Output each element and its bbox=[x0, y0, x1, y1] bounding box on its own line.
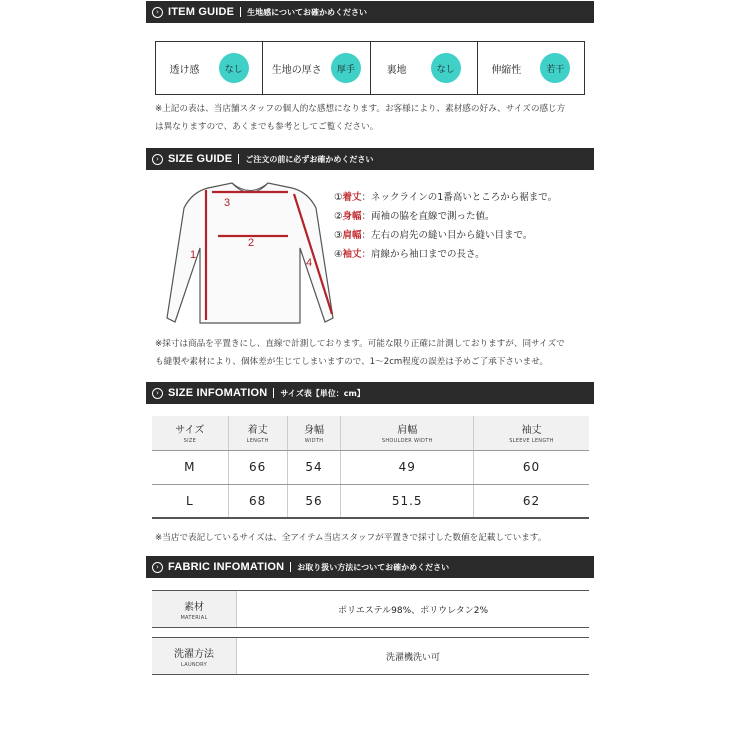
col-shoulder bbox=[341, 416, 473, 450]
legend-item bbox=[334, 188, 557, 207]
guide-value-chip: 若干 bbox=[540, 53, 570, 83]
legend-desc: ：両袖の脇を直線で測った値。 bbox=[361, 211, 495, 222]
item-guide-title: ITEM GUIDE bbox=[168, 6, 235, 18]
guide-cell-thickness bbox=[263, 42, 370, 94]
guide-value-chip: なし bbox=[431, 53, 461, 83]
legend-desc: ：左右の肩先の縫い目から縫い目まで。 bbox=[361, 230, 533, 241]
legend-item bbox=[334, 226, 557, 245]
cell-width: 54 bbox=[287, 450, 341, 484]
legend-num: ② bbox=[334, 211, 343, 222]
marker-length: 1 bbox=[190, 249, 197, 261]
header-en: WIDTH bbox=[304, 438, 324, 445]
cell-size: L bbox=[152, 484, 228, 518]
chevron-right-circle-icon: › bbox=[152, 154, 163, 165]
marker-shoulder: 3 bbox=[224, 197, 231, 209]
item-guide-table bbox=[155, 41, 585, 95]
table-header-row bbox=[152, 416, 589, 450]
guide-label: 生地の厚さ bbox=[271, 64, 322, 76]
size-guide-header bbox=[146, 148, 594, 170]
col-sleeve bbox=[473, 416, 589, 450]
header-en: LENGTH bbox=[246, 438, 269, 445]
header-jp: 肩幅 bbox=[397, 425, 418, 437]
legend-num: ④ bbox=[334, 249, 343, 260]
item-guide-header bbox=[146, 1, 594, 23]
guide-cell-sheerness bbox=[156, 42, 263, 94]
note-line: も縫製や素材により、個体差が生じてしまいますので、1〜2cm程度の誤差は予めご了承下さいませ。 bbox=[155, 357, 549, 367]
cell-length: 68 bbox=[228, 484, 287, 518]
size-table bbox=[152, 416, 589, 519]
legend-key: 着丈 bbox=[342, 192, 362, 203]
cell-shoulder: 51.5 bbox=[341, 484, 473, 518]
guide-label: 裏地 bbox=[386, 64, 407, 76]
header-jp: サイズ bbox=[175, 425, 205, 437]
legend-key: 袖丈 bbox=[342, 249, 362, 260]
table-row bbox=[152, 450, 589, 484]
fabric-header-jp: 素材 bbox=[184, 601, 204, 613]
fabric-header bbox=[152, 638, 237, 674]
fabric-header-en: LAUNDRY bbox=[181, 661, 207, 668]
guide-value-chip: 厚手 bbox=[331, 53, 361, 83]
size-info-header bbox=[146, 382, 594, 404]
fabric-row-laundry bbox=[152, 637, 589, 675]
divider bbox=[290, 562, 291, 572]
legend-item bbox=[334, 207, 557, 226]
fabric-row-material bbox=[152, 590, 589, 628]
header-en: SIZE bbox=[183, 438, 197, 445]
size-legend bbox=[334, 188, 557, 264]
header-en: SHOULDER WIDTH bbox=[381, 438, 433, 445]
cell-shoulder: 49 bbox=[341, 450, 473, 484]
legend-num: ① bbox=[334, 192, 343, 203]
cell-width: 56 bbox=[287, 484, 341, 518]
guide-label: 伸縮性 bbox=[491, 64, 522, 76]
note-line: は異なりますので、あくまでも参考としてご覧ください。 bbox=[155, 122, 379, 132]
fabric-header bbox=[152, 591, 237, 627]
header-jp: 身幅 bbox=[304, 425, 325, 437]
item-guide-subtitle: 生地感についてお確かめください bbox=[247, 7, 368, 17]
legend-key: 身幅 bbox=[342, 211, 362, 222]
item-guide-note bbox=[155, 100, 595, 136]
legend-num: ③ bbox=[334, 230, 343, 241]
divider bbox=[238, 154, 239, 164]
marker-width: 2 bbox=[248, 237, 255, 249]
size-guide-title: SIZE GUIDE bbox=[168, 153, 233, 165]
header-en: SLEEVE LENGTH bbox=[509, 438, 554, 445]
col-size bbox=[152, 416, 228, 450]
guide-label: 透け感 bbox=[169, 64, 200, 76]
fabric-header-jp: 洗濯方法 bbox=[174, 648, 214, 660]
chevron-right-circle-icon: › bbox=[152, 388, 163, 399]
header-jp: 着丈 bbox=[247, 425, 268, 437]
shirt-diagram bbox=[160, 178, 340, 328]
table-row bbox=[152, 484, 589, 518]
header-jp: 袖丈 bbox=[521, 425, 542, 437]
fabric-value: 洗濯機洗い可 bbox=[385, 652, 440, 663]
fabric-header-en: MATERIAL bbox=[180, 614, 208, 621]
chevron-right-circle-icon: › bbox=[152, 7, 163, 18]
col-width bbox=[287, 416, 341, 450]
fabric-value: ポリエステル98%、ポリウレタン2% bbox=[337, 605, 489, 616]
guide-cell-lining bbox=[371, 42, 478, 94]
guide-value-chip: なし bbox=[219, 53, 249, 83]
fabric-info-header bbox=[146, 556, 594, 578]
size-info-note: ※当店で表記しているサイズは、全アイテム当店スタッフが平置きで採寸した数値を記載しています。 bbox=[155, 533, 547, 543]
fabric-info-subtitle: お取り扱い方法についてお確かめください bbox=[297, 562, 450, 572]
chevron-right-circle-icon: › bbox=[152, 562, 163, 573]
legend-key: 肩幅 bbox=[342, 230, 362, 241]
legend-desc: ：肩線から袖口までの長さ。 bbox=[361, 249, 485, 260]
size-guide-subtitle: ご注文の前に必ずお確かめください bbox=[245, 154, 374, 164]
size-info-subtitle: サイズ表【単位：cm】 bbox=[280, 388, 365, 398]
divider bbox=[273, 388, 274, 398]
cell-sleeve: 62 bbox=[473, 484, 589, 518]
cell-size: M bbox=[152, 450, 228, 484]
marker-sleeve: 4 bbox=[306, 257, 313, 269]
cell-length: 66 bbox=[228, 450, 287, 484]
legend-item bbox=[334, 245, 557, 264]
size-info-title: SIZE INFOMATION bbox=[168, 387, 268, 399]
note-line: ※採寸は商品を平置きにし、直線で計測しております。可能な限り正確に計測しておりますが、同サイズで bbox=[155, 339, 565, 349]
guide-cell-stretch bbox=[478, 42, 584, 94]
col-length bbox=[228, 416, 287, 450]
size-guide-note bbox=[155, 335, 595, 371]
note-line: ※上記の表は、当店舗スタッフの個人的な感想になります。お客様により、素材感の好み、サイズの感じ方 bbox=[155, 104, 566, 114]
divider bbox=[240, 7, 241, 17]
cell-sleeve: 60 bbox=[473, 450, 589, 484]
legend-desc: ：ネックラインの1番高いところから裾まで。 bbox=[361, 192, 558, 203]
fabric-info-title: FABRIC INFOMATION bbox=[168, 561, 285, 573]
